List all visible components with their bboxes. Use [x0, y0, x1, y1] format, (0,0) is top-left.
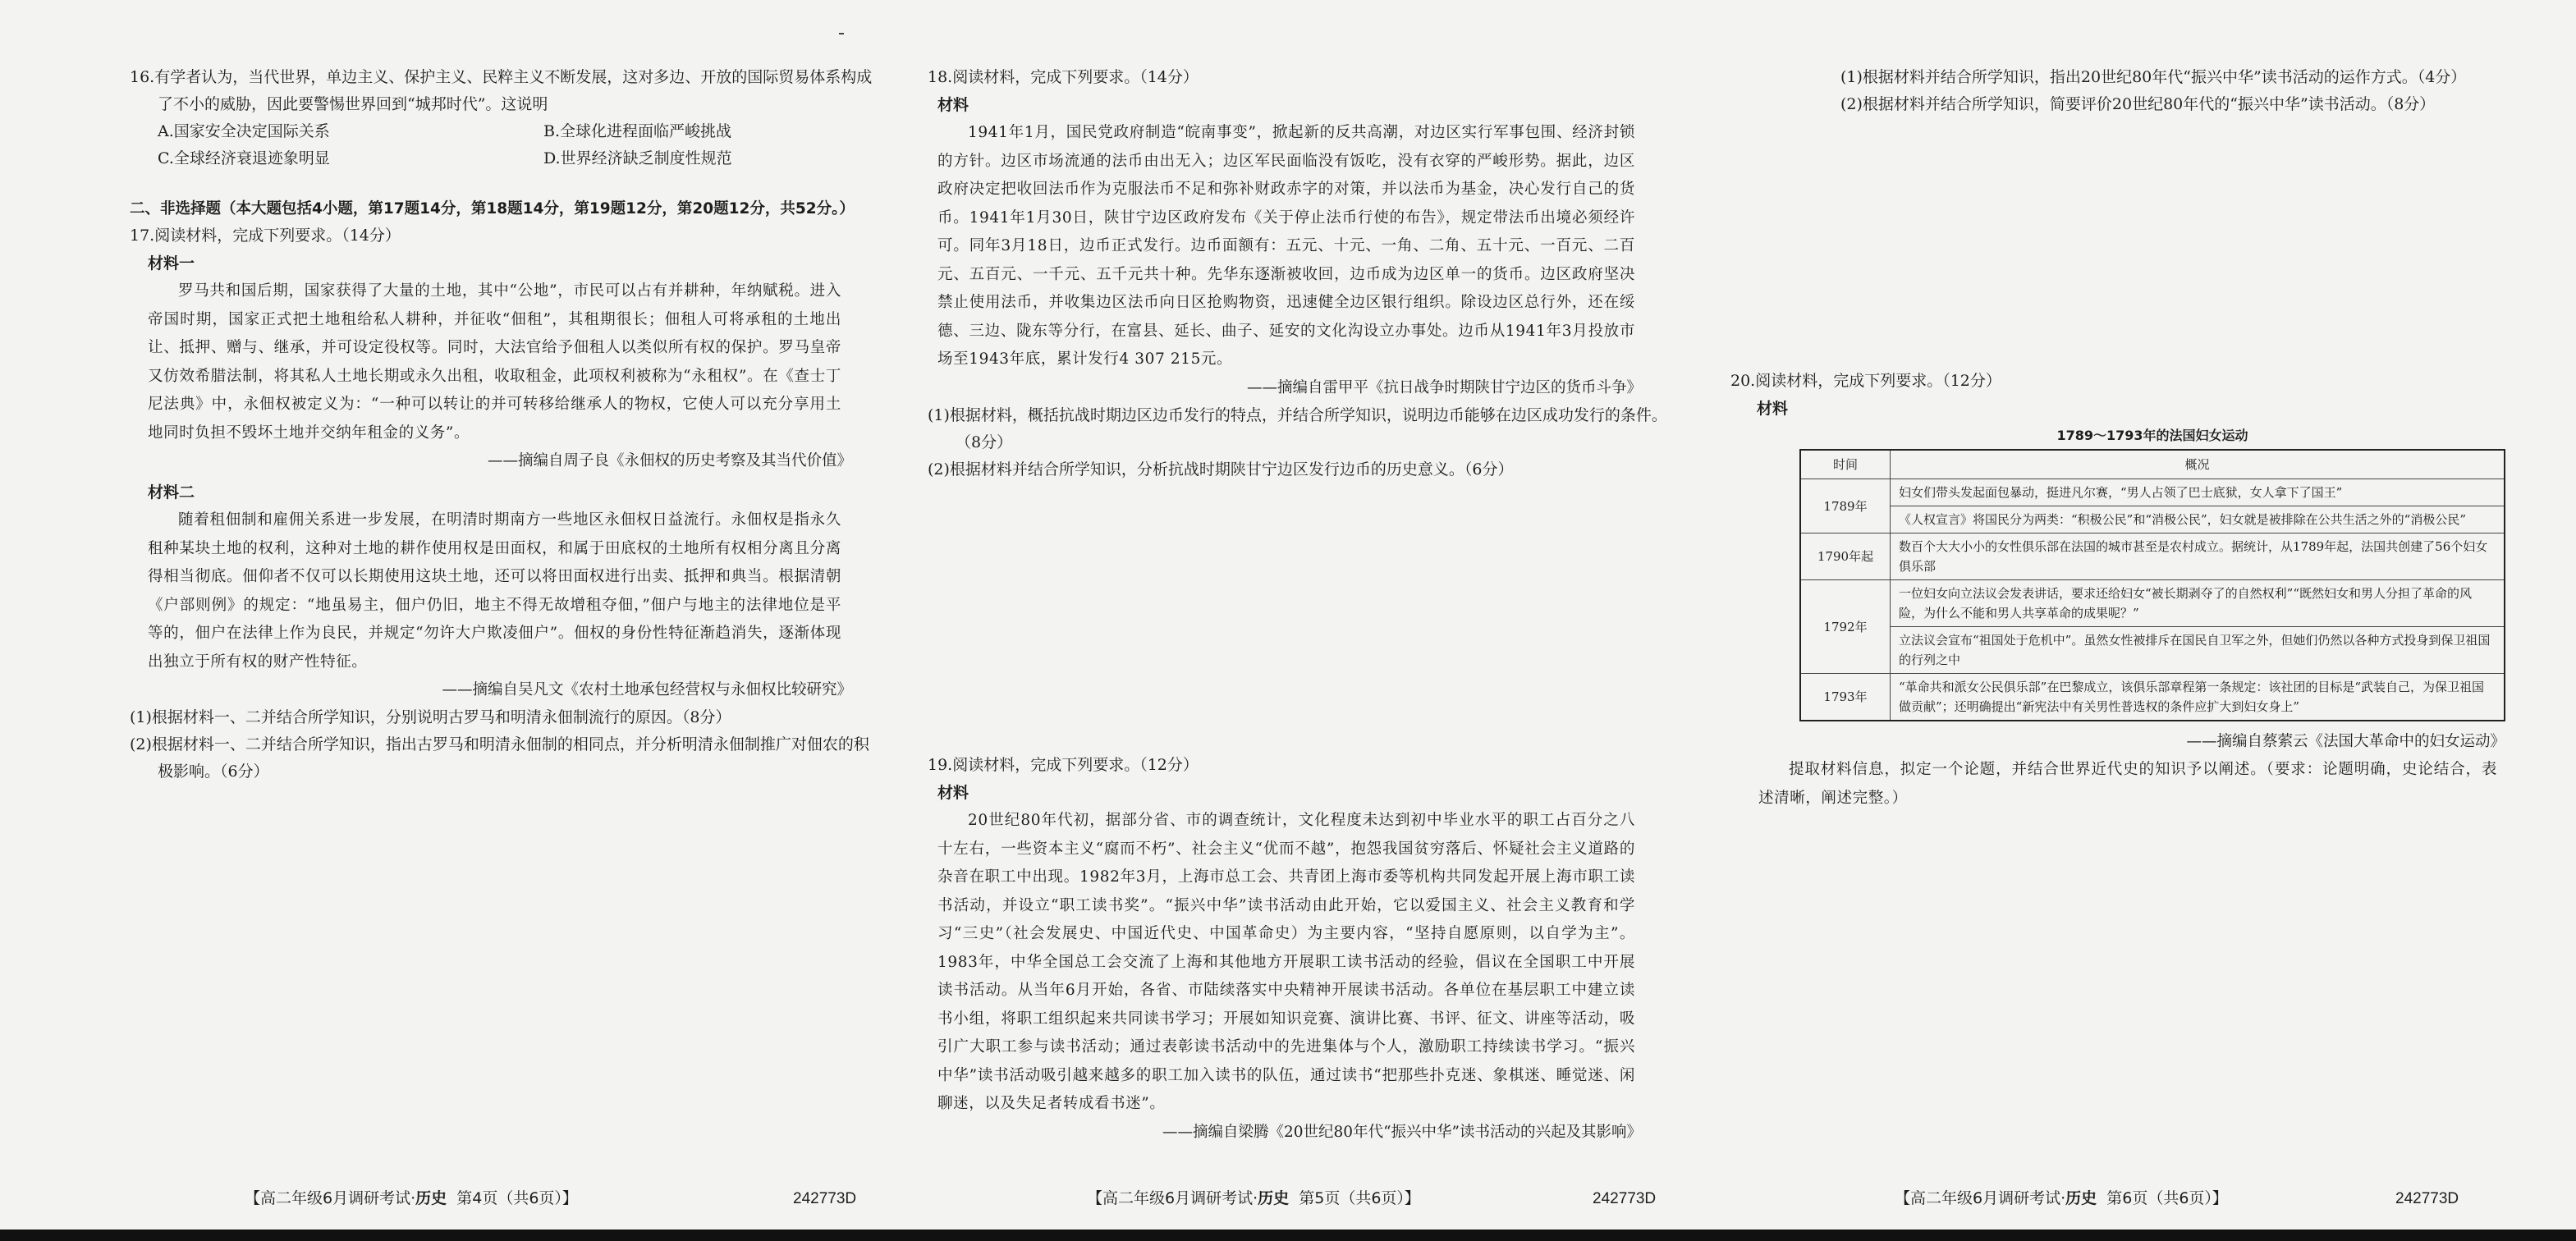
- question-16-options: [130, 118, 870, 172]
- question-18-sub-2: (2)根据材料并结合所学知识，分析抗战时期陕甘宁边区发行边币的历史意义。（6分）: [928, 460, 1514, 479]
- question-19-source: ——摘编自梁腾《20世纪80年代“振兴中华”读书活动的兴起及其影响》: [1162, 1123, 1642, 1141]
- question-19-head: 19.阅读材料，完成下列要求。（12分）: [928, 756, 1199, 774]
- material-2-source: ——摘编自吴凡文《农村土地承包经营权与永佃权比较研究》: [442, 681, 852, 698]
- table-cell-desc: 《人权宣言》将国民分为两类：“积极公民”和“消极公民”，妇女就是被排除在公共生活之外的“消极公民”: [1891, 506, 2505, 533]
- paper-code: 242773D: [1593, 1190, 1657, 1207]
- option-a[interactable]: A.国家安全决定国际关系: [158, 122, 330, 140]
- question-19-subquestions: [1757, 64, 2576, 118]
- table-cell-year: 1792年: [1800, 580, 1891, 674]
- question-19: [928, 752, 1642, 1147]
- table-cell-year: 1793年: [1800, 674, 1891, 721]
- women-movement-table: [1799, 449, 2505, 721]
- material-1-source: ——摘编自周子良《永佃权的历史考察及其当代价值》: [487, 452, 852, 469]
- table-header-desc: 概况: [1891, 450, 2505, 479]
- footer-subject: 历史: [2065, 1189, 2097, 1207]
- footer-exam: 【高二年级6月调研考试: [245, 1189, 411, 1207]
- table-cell-desc: “革命共和派女公民俱乐部”在巴黎成立，该俱乐部章程第一条规定：该社团的目标是“武装自己，为保卫祖国做贡献”；还明确提出“新宪法中有关男性普选权的条件应扩大到妇女身上”: [1891, 674, 2505, 721]
- page-footer: 【高二年级6月调研考试·历史 第4页（共6页）】: [245, 1189, 578, 1207]
- page-footer: 【高二年级6月调研考试·历史 第6页（共6页）】: [1895, 1189, 2228, 1207]
- table-cell-year: 1789年: [1800, 479, 1891, 533]
- question-20-material-title: 材料: [1757, 400, 1789, 418]
- material-2-text: 随着租佃制和雇佣关系进一步发展，在明清时期南方一些地区永佃权日益流行。永佃权是指永久租种某块土地的权利，这种对土地的耕作使用权是田面权，和属于田底权的土地所有权相分离且分离得相当彻底。佃仰者不仅可以长期使用这块土地，还可以将田面权进行出卖、抵押和典当。根据清朝《户部则例》的规定：“地虽易主，佃户仍旧，地主不得无故增租夺佃，”佃户与地主的法律地位是平等的，佃户在法律上作为良民，并规定“勿许大户欺凌佃户”。佃权的身份性特征渐趋消失，逐渐体现出独立于所有权的财产性特征。: [148, 511, 841, 671]
- footer-subject: 历史: [415, 1189, 447, 1207]
- question-20-source: ——摘编自蔡萦云《法国大革命中的妇女运动》: [2186, 733, 2505, 750]
- question-16: [130, 64, 873, 172]
- table-caption: 1789～1793年的法国妇女运动: [2056, 428, 2248, 443]
- question-19-sub-1: (1)根据材料并结合所学知识，指出20世纪80年代“振兴中华”读书活动的运作方式。（4分）: [1840, 68, 2467, 86]
- table-row: [1800, 580, 2505, 627]
- footer-exam: 【高二年级6月调研考试: [1895, 1189, 2061, 1207]
- section-heading: 二、非选择题（本大题包括4小题，第17题14分，第18题14分，第19题12分，第20题12分，共52分。）: [130, 200, 855, 218]
- table-cell-desc: 妇女们带头发起面包暴动，挺进凡尔赛，“男人占领了巴士底狱，女人拿下了国王”: [1891, 479, 2505, 506]
- scan-edge: [0, 1230, 2576, 1241]
- scan-mark: [839, 33, 844, 34]
- paper-code: 242773D: [2395, 1190, 2459, 1207]
- table-header-row: [1800, 450, 2505, 479]
- footer-page: 第4页（共6页）】: [456, 1189, 578, 1207]
- question-19-material-title: 材料: [937, 784, 969, 802]
- material-2-title: 材料二: [148, 483, 195, 501]
- question-18-source: ——摘编自雷甲平《抗日战争时期陕甘宁边区的货币斗争》: [1246, 378, 1642, 396]
- option-b[interactable]: B.全球化进程面临严峻挑战: [543, 122, 732, 140]
- table-cell-desc: 数百个大大小小的女性俱乐部在法国的城市甚至是农村成立。据统计，从1789年起，法国共创建了56个妇女俱乐部: [1891, 533, 2505, 580]
- question-17-sub-1: (1)根据材料一、二并结合所学知识，分别说明古罗马和明清永佃制流行的原因。（8分）: [130, 708, 731, 726]
- paper-code: 242773D: [793, 1190, 857, 1207]
- question-17-head: 17.阅读材料，完成下列要求。（14分）: [130, 227, 401, 245]
- table-row: [1800, 533, 2505, 580]
- page-6: [1722, 0, 2576, 1241]
- question-17: [130, 222, 870, 785]
- page-5: [870, 0, 1722, 1241]
- question-19-material-text: 20世纪80年代初，据部分省、市的调查统计，文化程度未达到初中毕业水平的职工占百分之八十左右，一些资本主义“腐而不朽”、社会主义“优而不越”，抱怨我国贫穷落后、怀疑社会主义道路的杂音在职工中出现。1982年3月，上海市总工会、共青团上海市委等机构共同发起开展上海市职工读书活动，并设立“职工读书奖”。“振兴中华”读书活动由此开始，它以爱国主义、社会主义教育和学习“三史”（社会发展史、中国近代史、中国革命史）为主要内容，“坚持自愿原则，以自学为主”。1983年，中华全国总工会交流了上海和其他地方开展职工读书活动的经验，倡议在全国职工中开展读书活动。从当年6月开始，各省、市陆续落实中央精神开展读书活动。各单位在基层职工中建立读书小组，将职工组织起来共同读书学习；开展如知识竞赛、演讲比赛、书评、征文、讲座等活动，吸引广大职工参与读书活动；通过表彰读书活动中的先进集体与个人，激励职工持续读书学习。“振兴中华”读书活动吸引越来越多的职工加入读书的队伍，通过读书“把那些扑克迷、象棋迷、睡觉迷、闲聊迷，以及失足者转成看书迷”。: [937, 812, 1635, 1112]
- table-row: [1800, 479, 2505, 506]
- table-cell-desc: 一位妇女向立法议会发表讲话，要求还给妇女“被长期剥夺了的自然权利”“既然妇女和男人分担了革命的风险，为什么不能和男人共享革命的成果呢？”: [1891, 580, 2505, 627]
- question-20: [1730, 368, 2505, 813]
- footer-exam: 【高二年级6月调研考试: [1087, 1189, 1254, 1207]
- question-18-sub-1: (1)根据材料，概括抗战时期边区边币发行的特点，并结合所学知识，说明边币能够在边区成功发行的条件。（8分）: [928, 405, 1667, 451]
- question-20-head: 20.阅读材料，完成下列要求。（12分）: [1730, 372, 2001, 390]
- footer-page: 第5页（共6页）】: [1299, 1189, 1420, 1207]
- page-footer: 【高二年级6月调研考试·历史 第5页（共6页）】: [1087, 1189, 1420, 1207]
- question-17-sub-2: (2)根据材料一、二并结合所学知识，指出古罗马和明清永佃制的相同点，并分析明清永佃制推广对佃农的积极影响。（6分）: [130, 735, 869, 781]
- footer-page: 第6页（共6页）】: [2106, 1189, 2228, 1207]
- table-row: [1800, 506, 2505, 533]
- question-20-task: 提取材料信息，拟定一个论题，并结合世界近代史的知识予以阐述。（要求：论题明确，史论结合，表述清晰，阐述完整。）: [1758, 761, 2497, 807]
- question-18-material-text: 1941年1月，国民党政府制造“皖南事变”，掀起新的反共高潮，对边区实行军事包围、经济封锁的方针。边区市场流通的法币由出无入；边区军民面临没有饭吃，没有衣穿的严峻形势。据此，边区政府决定把收回法币作为克服法币不足和弥补财政赤字的对策，并以法币为基金，决心发行自己的货币。1941年1月30日，陕甘宁边区政府发布《关于停止法币行使的布告》，规定带法币出境必须经许可。同年3月18日，边币正式发行。边币面额有：五元、十元、一角、二角、五十元、一百元、二百元、五百元、一千元、五千元共十种。先华东逐渐被收回，边币成为边区单一的货币。边区政府坚决禁止使用法币，并收集边区法币向日区抢购物资，迅速健全边区银行组织。除设边区总行外，还在绥德、三边、陇东等分行，在富县、延长、曲子、延安的文化沟设立办事处。边币从1941年3月投放市场至1943年底，累计发行4 307 215元。: [937, 124, 1635, 368]
- table-cell-year: 1790年起: [1800, 533, 1891, 580]
- question-16-stem: 16.有学者认为，当代世界，单边主义、保护主义、民粹主义不断发展，这对多边、开放的国际贸易体系构成了不小的威胁，因此要警惕世界回到“城邦时代”。这说明: [130, 68, 873, 113]
- table-header-time: 时间: [1800, 450, 1891, 479]
- question-19-sub-2: (2)根据材料并结合所学知识，简要评价20世纪80年代的“振兴中华”读书活动。（8分）: [1840, 95, 2436, 113]
- option-c[interactable]: C.全球经济衰退迹象明显: [158, 149, 330, 167]
- option-d[interactable]: D.世界经济缺乏制度性规范: [543, 149, 732, 167]
- table-cell-desc: 立法议会宣布“祖国处于危机中”。虽然女性被排斥在国民自卫军之外，但她们仍然以各种方式投身到保卫祖国的行列之中: [1891, 627, 2505, 674]
- question-18-head: 18.阅读材料，完成下列要求。（14分）: [928, 68, 1199, 86]
- material-1-text: 罗马共和国后期，国家获得了大量的土地，其中“公地”，市民可以占有并耕种，年纳赋税。进入帝国时期，国家正式把土地租给私人耕种，并征收“佃租”，其租期很长；佃租人可将承租的土地出让、抵押、赠与、继承，并可设定役权等。同时，大法官给予佃租人以类似所有权的保护。罗马皇帝又仿效希腊法制，将其私人土地长期或永久出租，收取租金，此项权利被称为“永租权”。在《查士丁尼法典》中，永佃权被定义为：“一种可以转让的并可转移给继承人的物权，它使人可以充分享用土地同时负担不毁坏土地并交纳年租金的义务”。: [148, 282, 841, 442]
- question-18: [928, 64, 1722, 483]
- footer-subject: 历史: [1258, 1189, 1290, 1207]
- table-row: [1800, 674, 2505, 721]
- table-row: [1800, 627, 2505, 674]
- page-4: [0, 0, 873, 1241]
- question-18-material-title: 材料: [937, 96, 969, 114]
- material-1-title: 材料一: [148, 254, 195, 272]
